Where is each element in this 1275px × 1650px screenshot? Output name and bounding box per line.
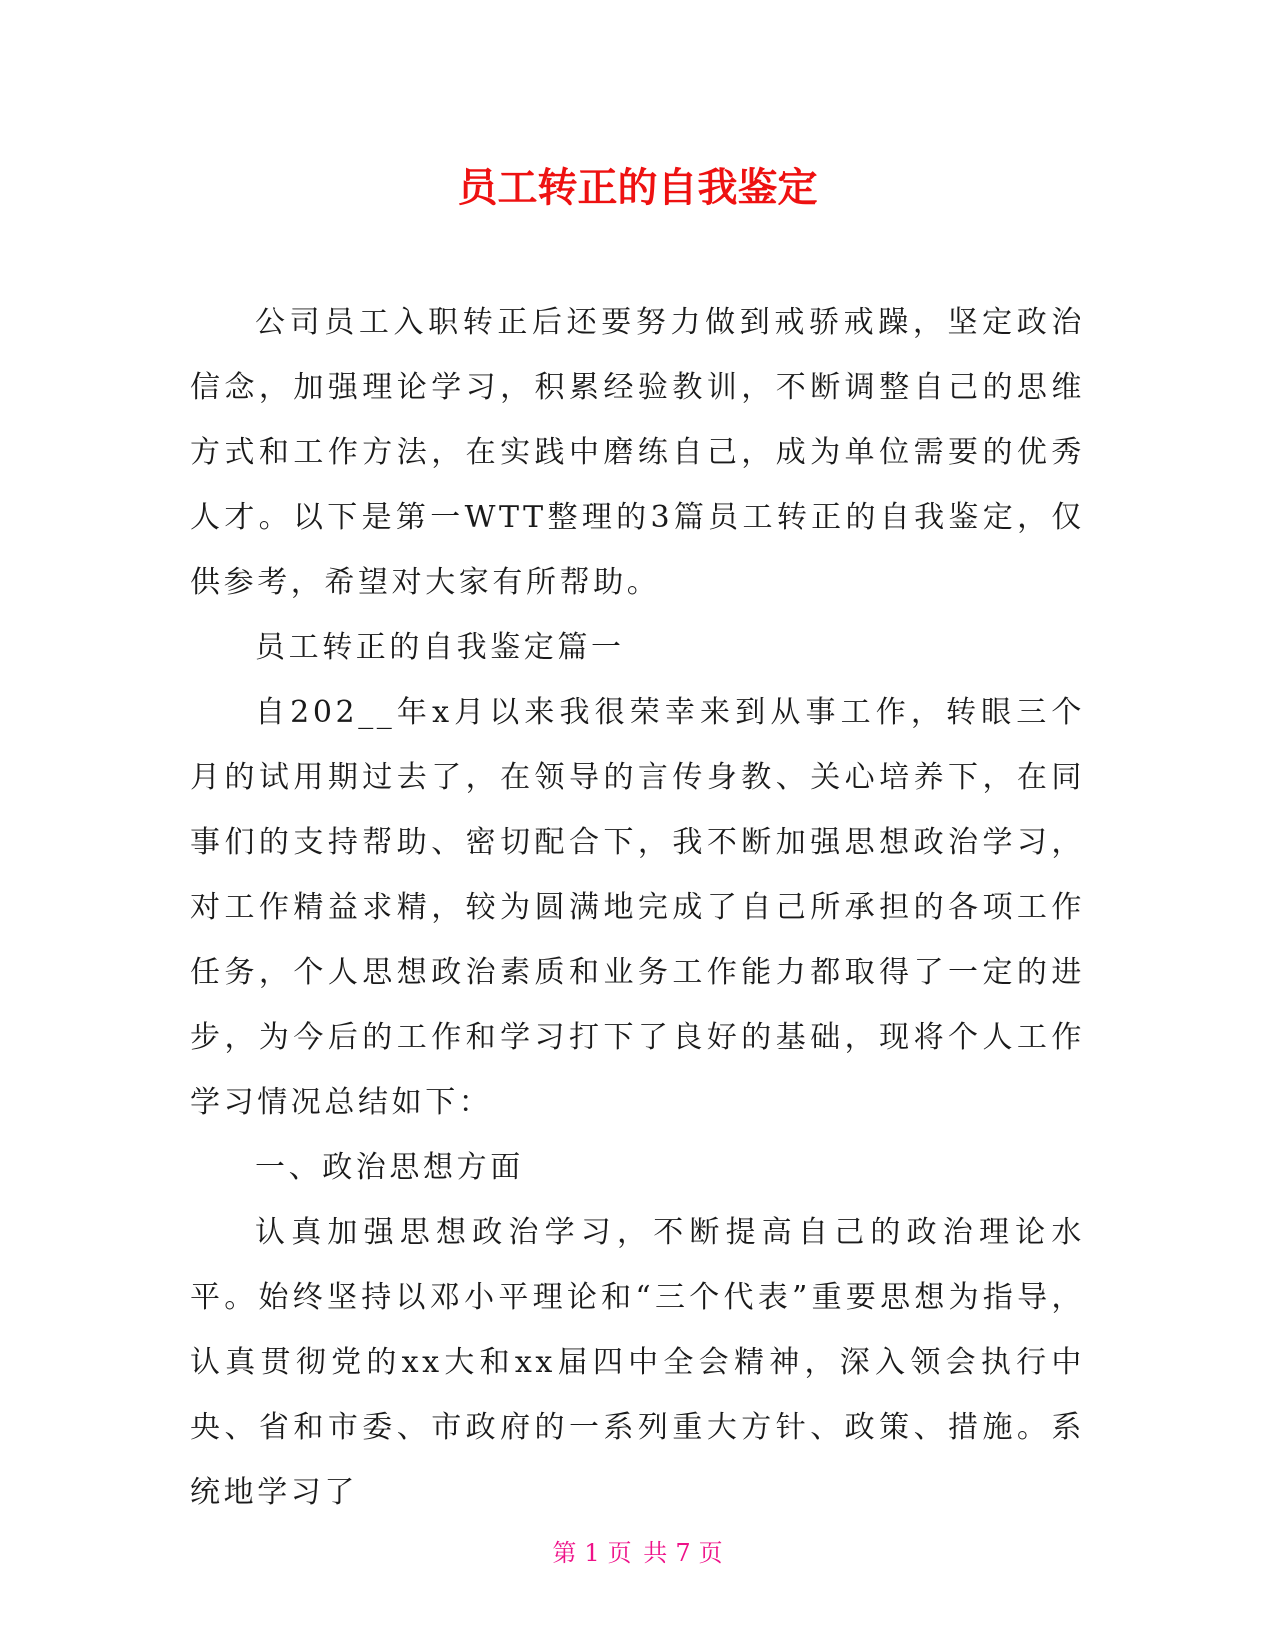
document-body xyxy=(190,290,1085,1525)
footer-mid: 页 共 xyxy=(607,1539,668,1567)
footer-prefix: 第 xyxy=(552,1539,577,1567)
page-footer xyxy=(0,1538,1275,1568)
body-paragraph: 认真加强思想政治学习，不断提高自己的政治理论水平。始终坚持以邓小平理论和“三个代表”重要思想为指导，认真贯彻党的xx大和xx届四中全会精神，深入领会执行中央、省和市委、市政府的一系列重大方针、政策、措施。系统地学习了 xyxy=(190,1215,1085,1510)
intro-paragraph: 公司员工入职转正后还要努力做到戒骄戒躁，坚定政治信念，加强理论学习，积累经验教训，不断调整自己的思维方式和工作方法，在实践中磨练自己，成为单位需要的优秀人才。以下是第一WTT整理的3篇员工转正的自我鉴定，仅供参考，希望对大家有所帮助。 xyxy=(190,305,1085,600)
section-heading-political: 一、政治思想方面 xyxy=(255,1150,524,1185)
current-page-number: 1 xyxy=(584,1539,600,1567)
section-heading-part-one: 员工转正的自我鉴定篇一 xyxy=(255,630,625,665)
body-paragraph: 自202__年x月以来我很荣幸来到从事工作，转眼三个月的试用期过去了，在领导的言传身教、关心培养下，在同事们的支持帮助、密切配合下，我不断加强思想政治学习，对工作精益求精，较为圆满地完成了自己所承担的各项工作任务，个人思想政治素质和业务工作能力都取得了一定的进步，为今后的工作和学习打下了良好的基础，现将个人工作学习情况总结如下： xyxy=(190,695,1085,1120)
document-title: 员工转正的自我鉴定 xyxy=(457,165,818,211)
footer-suffix: 页 xyxy=(698,1539,723,1567)
total-pages-number: 7 xyxy=(675,1539,691,1567)
